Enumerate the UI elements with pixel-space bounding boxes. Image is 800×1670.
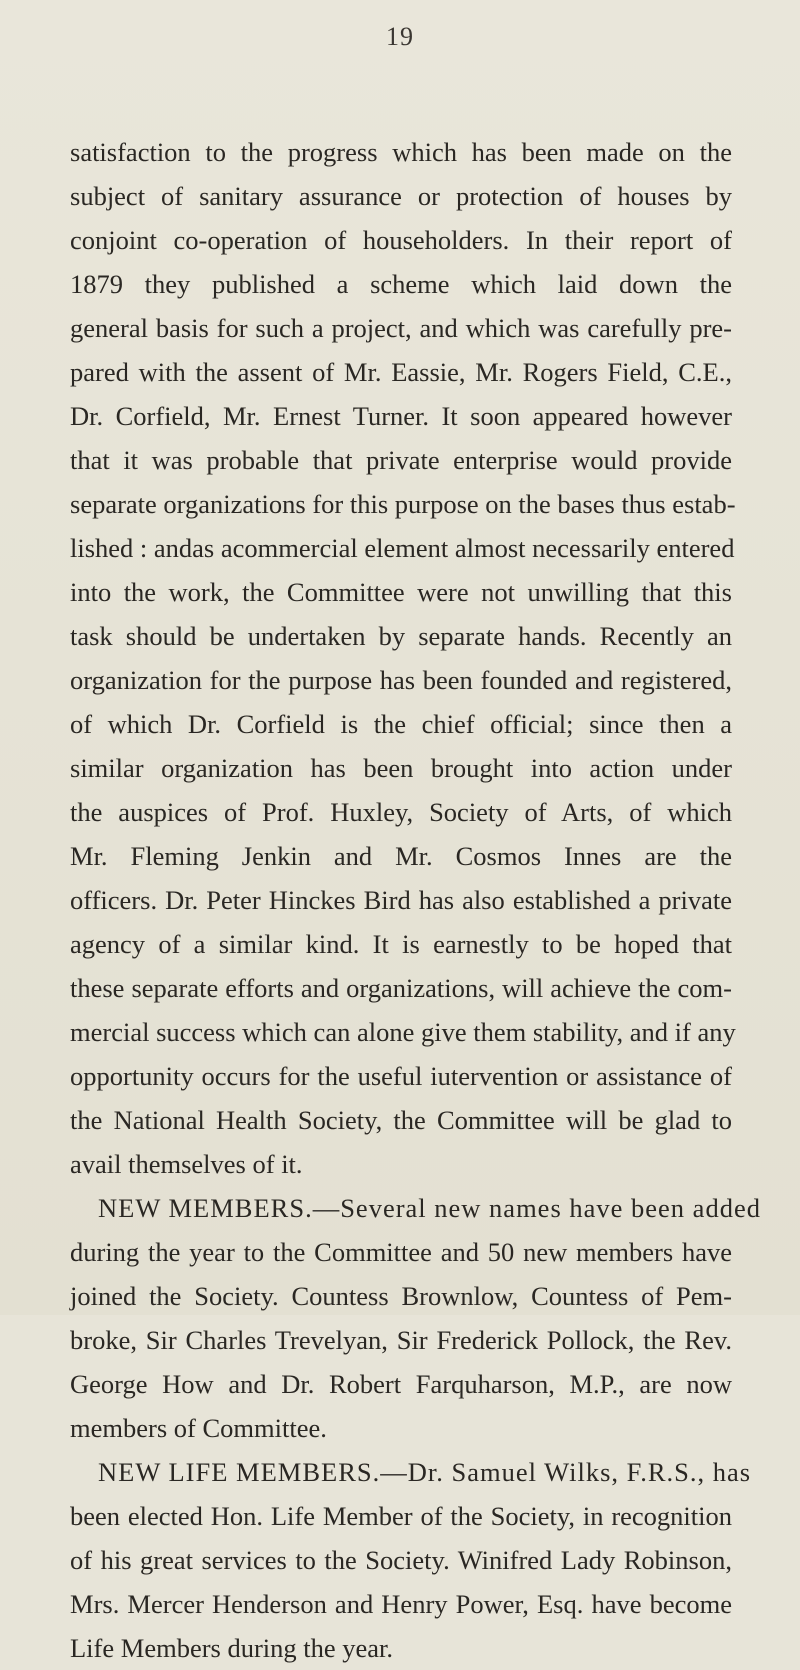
text-line: into the work, the Committee were not unwilling that this [70,577,732,607]
text-line: lished : andas acommercial element almost necessarily entered [70,533,735,563]
text-line: task should be undertaken by separate hands. Recently an [70,621,732,651]
text-line: avail themselves of it. [70,1149,303,1179]
text-line: Mrs. Mercer Henderson and Henry Power, Esq. have become [70,1589,732,1619]
text-line: Mr. Fleming Jenkin and Mr. Cosmos Innes are the [70,841,732,871]
text-line: separate organizations for this purpose on the bases thus estab- [70,489,736,519]
body-text [70,130,761,1670]
text-line: agency of a similar kind. It is earnestly to be hoped that [70,929,732,959]
text-line: 1879 they published a scheme which laid down the [70,269,732,299]
text-line: pared with the assent of Mr. Eassie, Mr. Rogers Field, C.E., [70,357,732,387]
text-line: satisfaction to the progress which has been made on the [70,137,732,167]
text-line: Dr. Corfield, Mr. Ernest Turner. It soon appeared however [70,401,732,431]
text-line: the National Health Society, the Committee will be glad to [70,1105,732,1135]
text-line: joined the Society. Countess Brownlow, Countess of Pem- [70,1281,732,1311]
text-line: these separate efforts and organizations, will achieve the com- [70,973,732,1003]
text-line: opportunity occurs for the useful iutervention or assistance of [70,1061,732,1091]
section-heading-line: NEW LIFE MEMBERS.—Dr. Samuel Wilks, F.R.S., has [98,1457,752,1487]
text-line: that it was probable that private enterprise would provide [70,445,732,475]
text-line: the auspices of Prof. Huxley, Society of Arts, of which [70,797,732,827]
text-line: conjoint co-operation of householders. In their report of [70,225,732,255]
page-number: 19 [386,22,414,51]
text-line: organization for the purpose has been founded and registered, [70,665,732,695]
text-line: Life Members during the year. [70,1633,394,1663]
text-line: officers. Dr. Peter Hinckes Bird has also established a private [70,885,732,915]
text-line: George How and Dr. Robert Farquharson, M.P., are now [70,1369,732,1399]
text-line: been elected Hon. Life Member of the Society, in recognition [70,1501,732,1531]
text-line: of which Dr. Corfield is the chief official; since then a [70,709,732,739]
text-line: mercial success which can alone give them stability, and if any [70,1017,736,1047]
text-line: similar organization has been brought into action under [70,753,732,783]
text-line: general basis for such a project, and which was carefully pre- [70,313,732,343]
text-line: broke, Sir Charles Trevelyan, Sir Frederick Pollock, the Rev. [70,1325,732,1355]
text-line: during the year to the Committee and 50 new members have [70,1237,732,1267]
section-heading-line: NEW MEMBERS.—Several new names have been added [98,1193,761,1223]
text-line: of his great services to the Society. Winifred Lady Robinson, [70,1545,732,1575]
text-line: members of Committee. [70,1413,327,1443]
text-line: subject of sanitary assurance or protection of houses by [70,181,732,211]
